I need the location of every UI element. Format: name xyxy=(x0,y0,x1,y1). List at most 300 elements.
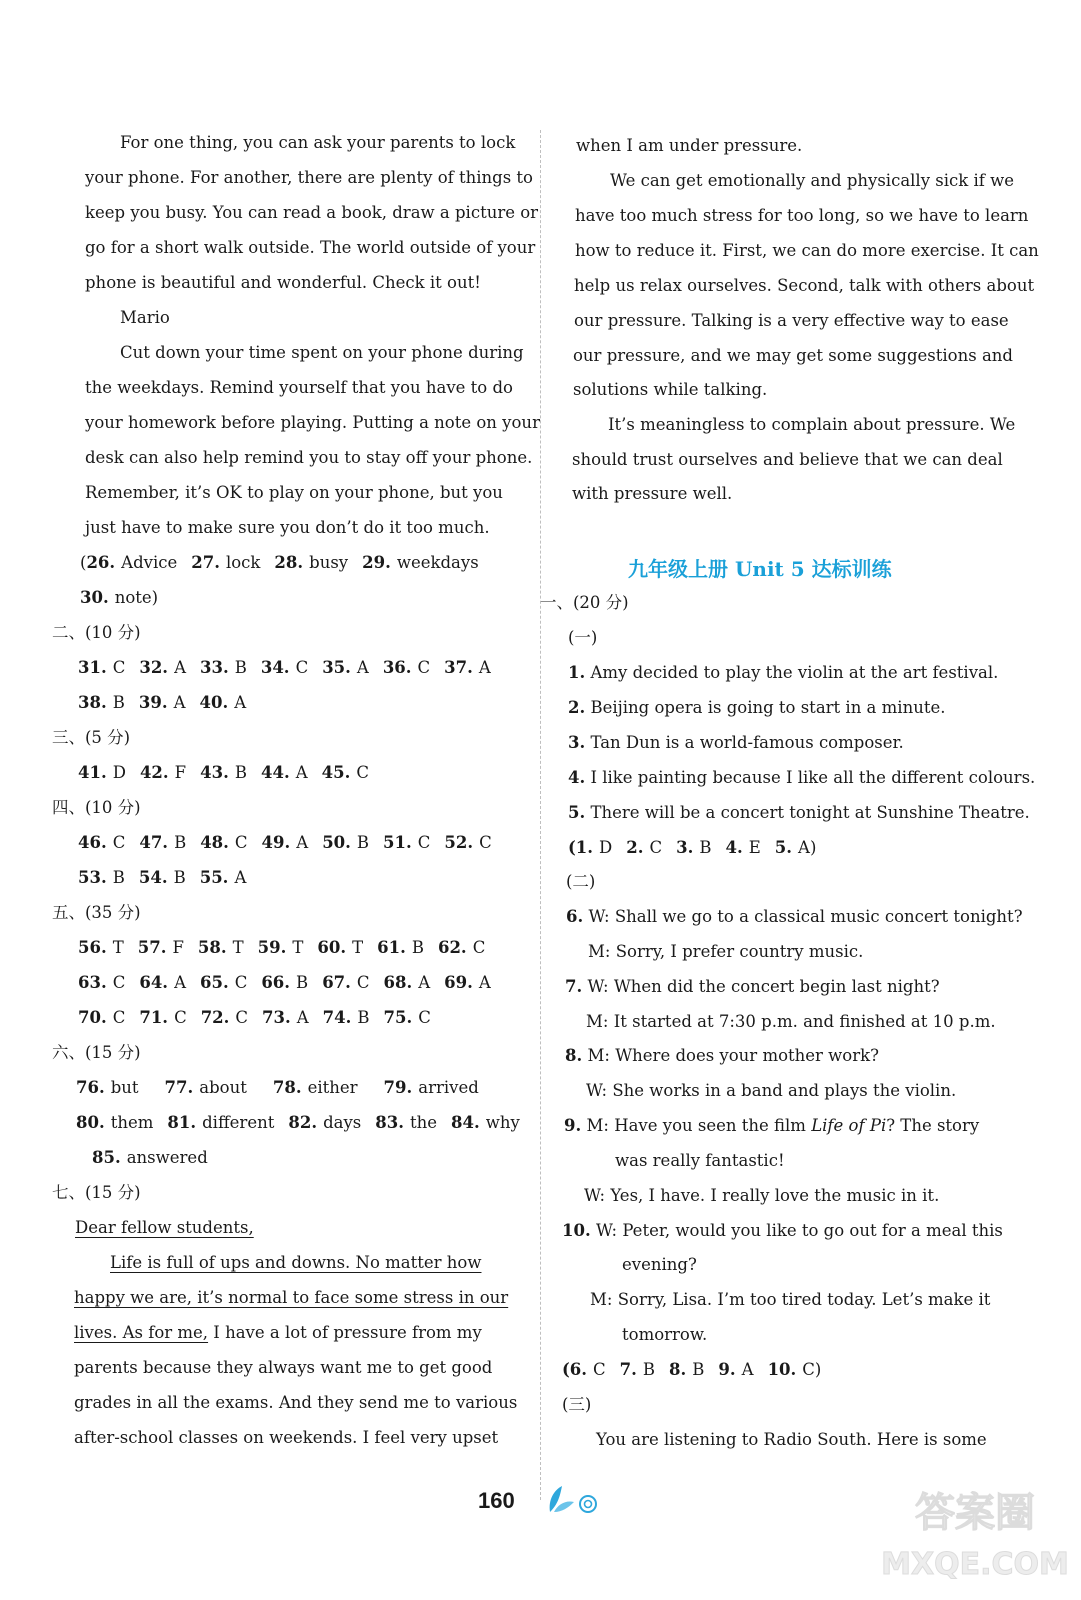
answer-number: 82. xyxy=(288,1113,318,1132)
answer-item xyxy=(322,833,369,853)
answer-number: 61. xyxy=(377,938,406,957)
dialogue-8-line-2 xyxy=(586,1081,956,1101)
answer-number: 72. xyxy=(200,1008,230,1027)
answer-number: 7. xyxy=(619,1360,637,1379)
essay-line-3: have too much stress for too long, so we have to learn xyxy=(575,206,1029,225)
answer-item xyxy=(451,1113,520,1133)
answer-value: C xyxy=(174,1008,187,1027)
dialogue-10-line-1 xyxy=(562,1221,1003,1241)
answer-item xyxy=(726,838,761,858)
speaker: M: xyxy=(588,942,611,961)
answer-value: answered xyxy=(126,1148,208,1167)
speaker: M: xyxy=(587,1046,610,1065)
answer-value: C xyxy=(112,658,126,677)
sentence-text: There will be a concert tonight at Sunshine Theatre. xyxy=(590,803,1030,822)
dialogue-text: ? The story xyxy=(886,1116,980,1135)
answer-item xyxy=(258,938,304,958)
para2-line-4: desk can also help remind you to stay off your phone. xyxy=(85,448,533,467)
answer-item xyxy=(78,973,125,993)
answer-item xyxy=(139,833,186,853)
answer-value: C xyxy=(112,973,126,992)
answer-item xyxy=(383,833,430,853)
answer-number: 34. xyxy=(260,658,290,677)
answer-number: 70. xyxy=(78,1008,107,1027)
answer-value: A xyxy=(741,1360,754,1379)
answer-number: 39. xyxy=(138,693,168,712)
answer-number: 50. xyxy=(322,833,351,852)
answer-row xyxy=(562,1360,835,1380)
dialogue-10-line-3 xyxy=(590,1290,990,1310)
answer-value: them xyxy=(110,1113,154,1132)
answer-number: 65. xyxy=(199,973,229,992)
answer-number: 51. xyxy=(383,833,412,852)
para2-line-3: your homework before playing. Putting a note on your xyxy=(85,413,540,432)
essay-line-6: our pressure. Talking is a very effective way to ease xyxy=(574,311,1009,330)
answer-item xyxy=(198,938,244,958)
answer-number: 8. xyxy=(669,1360,687,1379)
essay-line-4: how to reduce it. First, we can do more exercise. It can xyxy=(575,241,1039,260)
answer-value: A xyxy=(234,693,247,712)
answer-number: 47. xyxy=(139,833,169,852)
answer-number: 10. xyxy=(767,1360,797,1379)
sentence-3 xyxy=(568,733,904,753)
answer-value: T xyxy=(352,938,364,957)
answer-item xyxy=(562,1360,606,1380)
leaf-decoration-icon xyxy=(544,1482,608,1516)
answer-value: either xyxy=(307,1078,358,1097)
section-2-heading: 二、(10 分) xyxy=(52,623,141,642)
column-divider xyxy=(540,130,541,1500)
answer-item xyxy=(138,938,184,958)
answer-item xyxy=(78,1008,125,1028)
answer-item xyxy=(288,1113,361,1133)
answer-number: 67. xyxy=(322,973,351,992)
dialogue-9-line-3 xyxy=(584,1186,939,1206)
dialogue-6-line-2 xyxy=(588,942,863,962)
svg-text:答案圈: 答案圈 xyxy=(915,1490,1035,1536)
answer-value: B xyxy=(112,868,125,887)
answer-value: A) xyxy=(798,838,817,857)
dialogue-9-line-1 xyxy=(564,1116,979,1136)
answer-number: 59. xyxy=(257,938,287,957)
para1-line-1: For one thing, you can ask your parents to lock xyxy=(120,133,516,152)
answer-value: C xyxy=(593,1360,606,1379)
answer-number: 31. xyxy=(78,658,107,677)
answer-number: 71. xyxy=(139,1008,169,1027)
item-number: 1. xyxy=(568,663,586,682)
answer-number: 49. xyxy=(261,833,291,852)
answer-item xyxy=(76,1078,139,1098)
part-3-label: (三) xyxy=(562,1395,592,1414)
para1-line-3: keep you busy. You can read a book, draw a picture or xyxy=(85,203,539,222)
answer-row xyxy=(78,693,260,713)
answer-item xyxy=(78,693,125,713)
answer-value: Advice xyxy=(121,553,178,572)
sentence-text: Amy decided to play the violin at the art festival. xyxy=(590,663,999,682)
answer-item xyxy=(78,833,125,853)
answer-value: weekdays xyxy=(396,553,479,572)
answer-number: 26. xyxy=(86,553,116,572)
para2-line-5: Remember, it’s OK to play on your phone, but you xyxy=(85,483,503,502)
sentence-2 xyxy=(568,698,945,718)
answer-value: C xyxy=(235,1008,249,1027)
unit-title: 九年级上册 Unit 5 达标训练 xyxy=(628,557,892,581)
answer-number: 40. xyxy=(199,693,229,712)
answer-item xyxy=(718,1360,753,1380)
answer-number: 46. xyxy=(78,833,107,852)
answer-value: T xyxy=(232,938,244,957)
answer-row xyxy=(76,1078,505,1098)
letter-greeting: Dear fellow students, xyxy=(75,1218,254,1237)
answer-number: 75. xyxy=(383,1008,413,1027)
underlined-text: Life is full of ups and downs. No matter how xyxy=(110,1253,482,1272)
answer-number: 66. xyxy=(261,973,291,992)
para1-line-5: phone is beautiful and wonderful. Check it out! xyxy=(85,273,481,292)
answer-value: A xyxy=(173,693,186,712)
answer-number: 76. xyxy=(76,1078,105,1097)
answer-item xyxy=(568,838,612,858)
para2-line-1: Cut down your time spent on your phone during xyxy=(120,343,524,362)
answer-item xyxy=(165,1078,247,1098)
item-number: 5. xyxy=(568,803,586,822)
answer-value: days xyxy=(323,1113,362,1132)
answer-number: 32. xyxy=(139,658,169,677)
underlined-text: lives. As for me, xyxy=(74,1323,209,1342)
answer-item xyxy=(273,1078,358,1098)
sentence-5 xyxy=(568,803,1030,823)
answer-item xyxy=(200,693,247,713)
item-number: 4. xyxy=(568,768,586,787)
answer-value: A xyxy=(174,658,186,677)
answer-number: 58. xyxy=(197,938,227,957)
answer-value: why xyxy=(485,1113,520,1132)
part-2-label: (二) xyxy=(566,872,596,891)
answer-item xyxy=(78,868,125,888)
letter-line-1 xyxy=(110,1253,481,1273)
answer-30 xyxy=(80,588,172,608)
answer-number: 57. xyxy=(137,938,167,957)
answer-row xyxy=(78,763,383,783)
answer-item xyxy=(317,938,363,958)
answer-value: A xyxy=(418,973,431,992)
dialogue-text: Yes, I have. I really love the music in it. xyxy=(610,1186,940,1205)
answer-number: 64. xyxy=(139,973,169,992)
answer-number: 43. xyxy=(200,763,229,782)
answer-value: arrived xyxy=(418,1078,479,1097)
signature: Mario xyxy=(120,308,170,327)
answer-number: 62. xyxy=(437,938,467,957)
essay-line-7: our pressure, and we may get some suggestions and xyxy=(573,346,1013,365)
answer-item xyxy=(384,1008,431,1028)
letter-line-3 xyxy=(74,1323,482,1343)
part-1-label: (一) xyxy=(568,628,598,647)
answer-number: 9. xyxy=(718,1360,736,1379)
speaker: M: xyxy=(586,1116,609,1135)
speaker: M: xyxy=(590,1290,613,1309)
answer-number: 73. xyxy=(262,1008,291,1027)
answer-value: B xyxy=(357,1008,370,1027)
answer-row xyxy=(92,1148,222,1168)
answer-value: different xyxy=(202,1113,275,1132)
answer-number: 55. xyxy=(199,868,229,887)
answer-value: A xyxy=(296,1008,309,1027)
essay-line-11: with pressure well. xyxy=(572,484,733,503)
answer-number: 42. xyxy=(139,763,169,782)
dialogue-8-line-1 xyxy=(565,1046,879,1066)
sentence-text: Tan Dun is a world-famous composer. xyxy=(590,733,904,752)
sentence-1 xyxy=(568,663,998,683)
sentence-text: I like painting because I like all the different colours. xyxy=(590,768,1036,787)
answer-number: 69. xyxy=(444,973,473,992)
essay-line-10: should trust ourselves and believe that we can deal xyxy=(572,450,1003,469)
answer-number: 48. xyxy=(200,833,229,852)
answer-item xyxy=(261,763,308,783)
dialogue-text: She works in a band and plays the violin. xyxy=(612,1081,957,1100)
answer-number: 28. xyxy=(274,553,304,572)
answer-number: 54. xyxy=(138,868,168,887)
answer-number: 2. xyxy=(626,838,644,857)
letter-line-6: after-school classes on weekends. I feel very upset xyxy=(74,1428,499,1447)
answer-number: 63. xyxy=(78,973,107,992)
section-1-heading: 一、(20 分) xyxy=(540,593,629,612)
item-number: 7. xyxy=(565,977,583,996)
answer-item xyxy=(76,1113,153,1133)
answer-item xyxy=(200,658,247,678)
answer-item xyxy=(78,938,124,958)
answer-value: A xyxy=(478,658,491,677)
answer-number: 29. xyxy=(362,553,391,572)
answer-item xyxy=(768,1360,822,1380)
answer-value: C xyxy=(234,833,248,852)
answer-item xyxy=(322,658,369,678)
answer-value: T xyxy=(112,938,124,957)
answer-item xyxy=(322,763,369,783)
answer-row xyxy=(568,838,830,858)
dialogue-10-line-4: tomorrow. xyxy=(622,1325,708,1344)
page-number: 160 xyxy=(478,1488,515,1513)
section-3-heading: 三、(5 分) xyxy=(52,728,131,747)
answer-item xyxy=(384,973,431,993)
answer-row xyxy=(78,938,499,958)
para1-line-4: go for a short walk outside. The world outside of your xyxy=(85,238,536,257)
sentence-text: Beijing opera is going to start in a minute. xyxy=(590,698,946,717)
watermark-logo xyxy=(880,1478,1070,1588)
answer-number: (1. xyxy=(568,838,594,857)
answer-value: B xyxy=(234,763,247,782)
answer-number: 78. xyxy=(272,1078,302,1097)
dialogue-9-line-2: was really fantastic! xyxy=(615,1151,785,1170)
answer-number: 36. xyxy=(382,658,412,677)
speaker: W: xyxy=(587,977,609,996)
answer-value: B xyxy=(356,833,370,852)
answer-number: 37. xyxy=(444,658,473,677)
answer-value: C xyxy=(649,838,663,857)
answer-item xyxy=(444,973,491,993)
item-number: 2. xyxy=(568,698,586,717)
answer-value: C xyxy=(112,1008,126,1027)
answer-value: E xyxy=(748,838,761,857)
answer-value: B xyxy=(174,833,187,852)
plain-text: I have a lot of pressure from my xyxy=(208,1323,482,1342)
answer-value: about xyxy=(199,1078,247,1097)
item-number: 3. xyxy=(568,733,586,752)
essay-line-5: help us relax ourselves. Second, talk with others about xyxy=(574,276,1035,295)
dialogue-text: When did the concert begin last night? xyxy=(613,977,940,996)
essay-line-8: solutions while talking. xyxy=(573,380,768,399)
answer-number: 79. xyxy=(383,1078,413,1097)
sentence-4 xyxy=(568,768,1035,788)
answer-number: (6. xyxy=(562,1360,588,1379)
answer-value: C xyxy=(295,658,309,677)
answer-number: 68. xyxy=(383,973,413,992)
section-5-heading: 五、(35 分) xyxy=(52,903,141,922)
speaker: W: xyxy=(586,1081,608,1100)
answer-value: A xyxy=(234,868,247,887)
answer-number: 44. xyxy=(260,763,290,782)
answer-number: 41. xyxy=(78,763,107,782)
answer-item xyxy=(322,973,369,993)
dialogue-text: Sorry, Lisa. I’m too tired today. Let’s make it xyxy=(617,1290,991,1309)
answer-number: 27. xyxy=(191,553,220,572)
answer-value: A xyxy=(295,763,308,782)
section-6-heading: 六、(15 分) xyxy=(52,1043,141,1062)
answer-value: B xyxy=(411,938,424,957)
dialogue-10-line-2: evening? xyxy=(622,1255,697,1274)
dialogue-7-line-2 xyxy=(586,1012,996,1032)
answer-item xyxy=(262,833,309,853)
answer-number: 4. xyxy=(725,838,743,857)
answer-item xyxy=(167,1113,274,1133)
answer-item xyxy=(626,838,662,858)
answer-value: C xyxy=(112,833,126,852)
answer-item xyxy=(676,838,711,858)
answer-value: F xyxy=(174,763,187,782)
answer-value: C xyxy=(418,1008,431,1027)
dialogue-text: It started at 7:30 p.m. and finished at 10 p.m. xyxy=(613,1012,996,1031)
para2-line-2: the weekdays. Remind yourself that you have to do xyxy=(85,378,513,397)
answer-number: 74. xyxy=(322,1008,352,1027)
letter-line-2 xyxy=(74,1288,508,1308)
speaker: M: xyxy=(586,1012,609,1031)
radio-line: You are listening to Radio South. Here is some xyxy=(596,1430,987,1449)
dialogue-6-line-1 xyxy=(566,907,1023,927)
section-7-heading: 七、(15 分) xyxy=(52,1183,141,1202)
answer-item xyxy=(200,763,247,783)
letter-line-5: grades in all the exams. And they send me to various xyxy=(74,1393,518,1412)
answer-item xyxy=(92,1148,208,1168)
answer-item xyxy=(262,1008,309,1028)
answer-item xyxy=(261,658,308,678)
item-number: 10. xyxy=(562,1221,591,1240)
answer-value: B xyxy=(692,1360,705,1379)
answer-row xyxy=(78,833,506,853)
answer-number: 35. xyxy=(322,658,351,677)
answer-item xyxy=(200,973,247,993)
svg-text:MXQE.COM: MXQE.COM xyxy=(881,1547,1069,1582)
answer-item xyxy=(261,973,308,993)
speaker: W: xyxy=(595,1221,618,1240)
answer-value: the xyxy=(410,1113,438,1132)
answer-value: note) xyxy=(114,588,159,607)
answer-number: 53. xyxy=(78,868,107,887)
answer-number: 45. xyxy=(321,763,351,782)
answer-item xyxy=(139,658,186,678)
para1-line-2: your phone. For another, there are plenty of things to xyxy=(85,168,533,187)
answer-number: 33. xyxy=(199,658,229,677)
answer-number: 81. xyxy=(167,1113,197,1132)
answer-value: C xyxy=(417,833,431,852)
answer-value: B xyxy=(296,973,309,992)
dialogue-text: Have you seen the film xyxy=(614,1116,812,1135)
answer-item xyxy=(375,1113,437,1133)
item-number: 9. xyxy=(564,1116,582,1135)
answer-value: C xyxy=(472,938,486,957)
answer-value: B xyxy=(234,658,247,677)
answer-number: 77. xyxy=(164,1078,194,1097)
answer-item xyxy=(438,938,485,958)
answer-value: A xyxy=(478,973,491,992)
answer-number: 5. xyxy=(774,838,793,857)
answer-item xyxy=(140,763,186,783)
answer-value: C) xyxy=(802,1360,822,1379)
answer-number: 38. xyxy=(78,693,107,712)
answer-item xyxy=(444,833,491,853)
answer-number: 83. xyxy=(375,1113,404,1132)
answer-value: D xyxy=(599,838,613,857)
answer-item xyxy=(384,1078,479,1098)
speaker: W: xyxy=(588,907,610,926)
answer-value: D xyxy=(112,763,126,782)
essay-line-9: It’s meaningless to complain about pressure. We xyxy=(608,415,1016,434)
underlined-text: happy we are, it’s normal to face some stress in our xyxy=(74,1288,509,1307)
answer-value: B xyxy=(699,838,712,857)
section-4-heading: 四、(10 分) xyxy=(52,798,141,817)
answer-item xyxy=(383,658,430,678)
para2-line-6: just have to make sure you don’t do it too much. xyxy=(85,518,490,537)
answer-value: A xyxy=(174,973,186,992)
answer-row xyxy=(76,1113,534,1133)
answer-item xyxy=(139,693,186,713)
essay-line-1: when I am under pressure. xyxy=(576,136,803,155)
answer-value: C xyxy=(417,658,431,677)
answer-value: A xyxy=(296,833,309,852)
answer-item xyxy=(78,658,125,678)
answer-value: C xyxy=(234,973,248,992)
answer-value: C xyxy=(356,763,369,782)
answer-value: C xyxy=(356,973,370,992)
answer-item xyxy=(139,1008,186,1028)
answer-value: B xyxy=(173,868,186,887)
answer-value: A xyxy=(356,658,369,677)
answer-number: 3. xyxy=(676,838,694,857)
answer-row xyxy=(78,973,505,993)
answer-item xyxy=(669,1360,704,1380)
answer-row xyxy=(78,658,505,678)
film-title: Life of Pi xyxy=(811,1116,887,1135)
essay-line-2: We can get emotionally and physically sick if we xyxy=(610,171,1015,190)
answer-item xyxy=(200,833,247,853)
item-number: 6. xyxy=(566,907,584,926)
answer-row xyxy=(78,1008,445,1028)
answers-26-29 xyxy=(80,553,493,573)
answer-value: B xyxy=(642,1360,656,1379)
answer-value: F xyxy=(172,938,184,957)
answer-item xyxy=(78,763,126,783)
answer-value: lock xyxy=(225,553,261,572)
item-number: 8. xyxy=(565,1046,583,1065)
answer-value: busy xyxy=(309,553,349,572)
answer-item xyxy=(377,938,424,958)
